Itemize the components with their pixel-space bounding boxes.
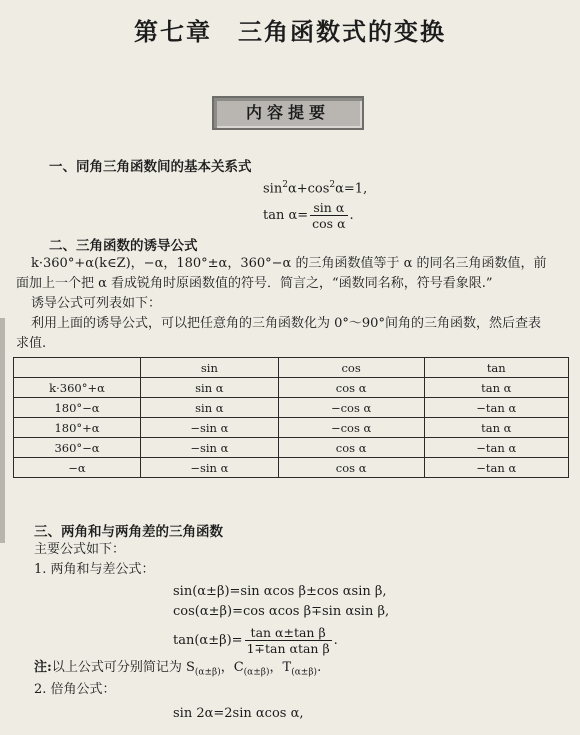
table-header-cell: tan <box>424 358 568 378</box>
formula-double-angle: sin 2α=2sin αcos α, <box>173 706 304 721</box>
table-row-header: 180°+α <box>14 418 141 438</box>
table-cell: −sin α <box>141 458 279 478</box>
fraction-numerator: tan α±tan β <box>245 625 332 641</box>
table-cell: −cos α <box>278 398 424 418</box>
section3-heading: 三、两角和与两角差的三角函数 <box>34 524 223 540</box>
table-row <box>14 398 569 418</box>
table-cell: −sin α <box>141 418 279 438</box>
table-cell: −sin α <box>141 438 279 458</box>
table-cell: tan α <box>424 378 568 398</box>
table-row <box>14 438 569 458</box>
chapter-title: 第七章 三角函数式的变换 <box>134 17 446 46</box>
table-cell: −cos α <box>278 418 424 438</box>
formula-pythagorean: $\sin^2\alpha+\cos^2\alpha=1$, <box>263 180 368 197</box>
table-header-cell: cos <box>278 358 424 378</box>
fraction-denominator: 1∓tan αtan β <box>246 641 330 656</box>
paragraph-line: 诱导公式可列表如下： <box>31 296 162 311</box>
paragraph-line: 利用上面的诱导公式，可以把任意角的三角函数化为 0°～90°间角的三角函数，然后查表 <box>31 316 541 331</box>
table-cell: sin α <box>141 378 279 398</box>
page-gutter-shadow <box>0 318 5 543</box>
formula-cos-sum: cos(α±β)=cos αcos β∓sin αsin β, <box>173 604 390 619</box>
table-cell: cos α <box>278 458 424 478</box>
section2-heading: 二、三角函数的诱导公式 <box>49 238 198 254</box>
induction-formula-table <box>13 357 569 478</box>
table-row-header: 360°−α <box>14 438 141 458</box>
section-banner: 内容提要 <box>212 96 364 130</box>
formula-sin-sum: sin(α±β)=sin αcos β±cos αsin β, <box>173 584 387 599</box>
table-header-cell <box>14 358 141 378</box>
fraction-numerator: sin α <box>310 200 347 216</box>
note-subscript: (α±β) <box>243 667 270 678</box>
table-cell: cos α <box>278 378 424 398</box>
list-item: 1. 两角和与差公式： <box>34 562 155 577</box>
formula-tan-sum-left: tan(α±β)= <box>173 633 243 648</box>
fraction <box>245 625 332 656</box>
table-row-header: k·360°+α <box>14 378 141 398</box>
formula-tan-sum: tan(α±β)= $\frac{\text{tan α±tan β}}{\text{1∓tan αtan β}}$ . <box>173 625 338 656</box>
table-cell: −tan α <box>424 398 568 418</box>
paragraph-line: k·360°+α(k∈Z)，−α，180°±α，360°−α 的三角函数值等于 α 的同名三角函数值，前 <box>31 256 547 271</box>
table-row <box>14 458 569 478</box>
formula-tan-ratio: tan α= $\frac{\text{sin α}}{\text{cos α}}$ . <box>263 200 354 231</box>
list-item: 2. 倍角公式： <box>34 682 116 697</box>
table-header-cell: sin <box>141 358 279 378</box>
table-row <box>14 378 569 398</box>
note-subscript: (α±β) <box>291 667 318 678</box>
table-cell: sin α <box>141 398 279 418</box>
note-label: 注: <box>34 660 52 675</box>
paragraph-line: 面加上一个把 α 看成锐角时原函数值的符号．简言之，“函数同名称，符号看象限.” <box>16 276 493 291</box>
table-cell: −tan α <box>424 458 568 478</box>
note-line: 注:以上公式可分别简记为 $S_{(\alpha\pm\beta)}$，$C_{(\alpha\pm\beta)}$，$T_{(\alpha\pm\beta)}$. <box>34 660 322 678</box>
paragraph-line: 求值. <box>16 336 47 351</box>
table-row <box>14 418 569 438</box>
note-text: 以上公式可分别简记为 S <box>51 660 195 675</box>
fraction-denominator: cos α <box>312 216 346 231</box>
table-cell: tan α <box>424 418 568 438</box>
table-cell: cos α <box>278 438 424 458</box>
fraction <box>310 200 347 231</box>
note-subscript: (α±β) <box>194 667 221 678</box>
section1-heading: 一、同角三角函数间的基本关系式 <box>49 159 252 175</box>
table-header-row <box>14 358 569 378</box>
paragraph-line: 主要公式如下： <box>34 542 126 557</box>
formula-tan-left: tan α= <box>263 208 309 223</box>
table-row-header: 180°−α <box>14 398 141 418</box>
table-row-header: −α <box>14 458 141 478</box>
table-cell: −tan α <box>424 438 568 458</box>
